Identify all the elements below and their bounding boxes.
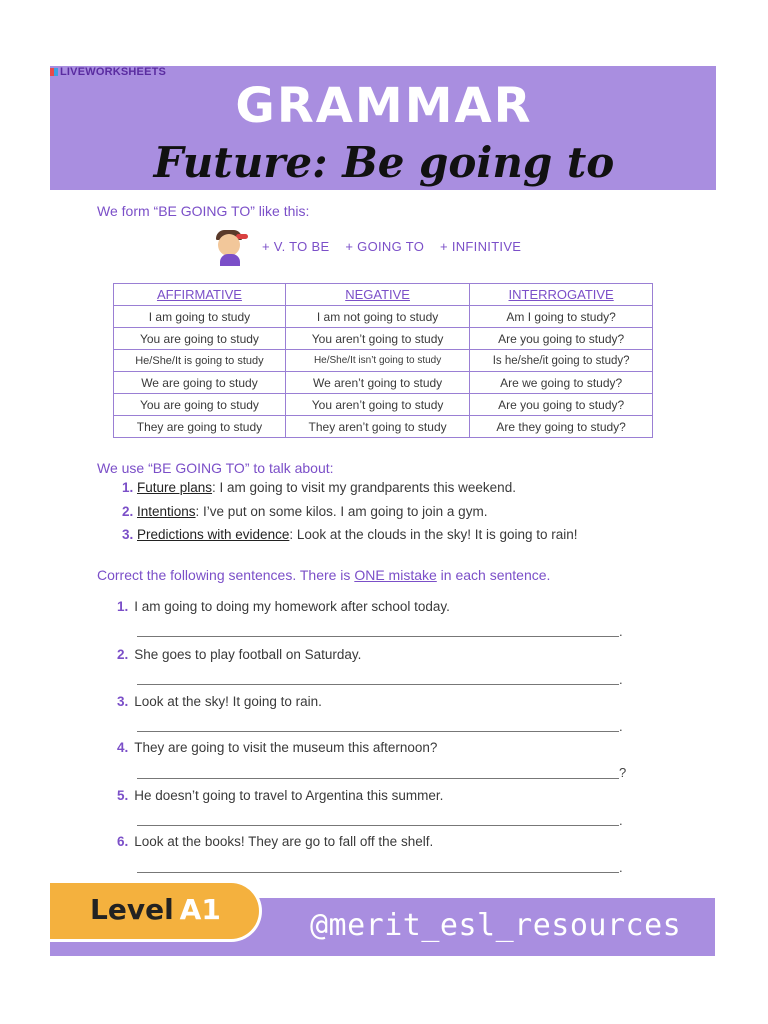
column-header: AFFIRMATIVE xyxy=(114,284,286,306)
answer-line[interactable] xyxy=(137,778,619,779)
column-header: INTERROGATIVE xyxy=(470,284,653,306)
formula-part: + GOING TO xyxy=(345,238,425,254)
answer-line[interactable] xyxy=(137,684,619,685)
exercise-title-text: in each sentence. xyxy=(436,567,551,583)
item-number: 2. xyxy=(117,647,129,662)
use-label: Future plans xyxy=(137,480,213,495)
table-cell: They aren’t going to study xyxy=(285,416,469,438)
formula xyxy=(212,224,527,268)
end-mark: . xyxy=(619,813,623,828)
formula-part: + V. TO BE xyxy=(262,238,330,254)
table-cell: Are we going to study? xyxy=(470,372,653,394)
item-text: He doesn’t going to travel to Argentina this summer. xyxy=(134,788,444,803)
table-cell: They are going to study xyxy=(114,416,286,438)
table-cell: You aren’t going to study xyxy=(285,328,469,350)
end-mark: ? xyxy=(619,765,627,780)
table-row xyxy=(114,416,653,438)
table-row xyxy=(114,328,653,350)
table-header-row xyxy=(114,284,653,306)
table-cell: He/She/It is going to study xyxy=(114,350,286,372)
item-text: They are going to visit the museum this afternoon? xyxy=(134,740,438,755)
page-subtitle: Future: Be going to xyxy=(153,138,615,187)
end-mark: . xyxy=(619,719,623,734)
table-row xyxy=(114,372,653,394)
item-text: She goes to play football on Saturday. xyxy=(134,647,362,662)
table-row xyxy=(114,306,653,328)
answer-line[interactable] xyxy=(137,636,619,637)
item-number: 5. xyxy=(117,788,129,803)
use-text: : I am going to visit my grandparents this weekend. xyxy=(212,480,516,495)
exercise-title-text: Correct the following sentences. There is xyxy=(97,567,355,583)
answer-line[interactable] xyxy=(137,731,619,732)
table-cell: I am not going to study xyxy=(285,306,469,328)
use-label: Intentions xyxy=(137,503,196,519)
level-text xyxy=(90,893,221,926)
exercise-item xyxy=(117,599,450,614)
table-row xyxy=(114,394,653,416)
item-number: 6. xyxy=(117,834,129,849)
level-value: A1 xyxy=(179,893,221,926)
table-row xyxy=(114,350,653,372)
intro-text: We form “BE GOING TO” like this: xyxy=(97,203,310,219)
table-cell: You are going to study xyxy=(114,394,286,416)
item-number: 4. xyxy=(117,740,129,755)
uses-title: We use “BE GOING TO” to talk about: xyxy=(97,460,334,476)
use-label: Predictions with evidence xyxy=(137,527,290,542)
brand-text: LIVEWORKSHEETS xyxy=(60,66,167,78)
formula-parts xyxy=(256,239,527,254)
exercise-item xyxy=(117,788,443,803)
answer-line[interactable] xyxy=(137,825,619,826)
column-header: NEGATIVE xyxy=(285,284,469,306)
table-cell: Am I going to study? xyxy=(470,306,653,328)
end-mark: . xyxy=(619,624,623,639)
use-text: : Look at the clouds in the sky! It is going to rain! xyxy=(289,527,578,542)
item-text: Look at the books! They are go to fall off the shelf. xyxy=(134,834,434,849)
answer-line[interactable] xyxy=(137,872,619,873)
table-cell: Is he/she/it going to study? xyxy=(470,350,653,372)
item-number: 3. xyxy=(117,694,129,709)
list-item xyxy=(137,476,697,500)
item-text: Look at the sky! It going to rain. xyxy=(134,694,322,709)
brand-logo[interactable] xyxy=(50,66,166,78)
logo-icon xyxy=(50,68,58,76)
exercise-item xyxy=(117,834,433,849)
table-cell: I am going to study xyxy=(114,306,286,328)
page-title: GRAMMAR xyxy=(235,78,533,134)
item-text: I am going to doing my homework after school today. xyxy=(134,599,450,614)
exercise-title xyxy=(97,567,550,583)
end-mark: . xyxy=(619,860,623,875)
formula-part: + INFINITIVE xyxy=(440,238,522,254)
level-label: Level xyxy=(90,893,174,926)
table-cell: Are you going to study? xyxy=(470,394,653,416)
item-number: 1. xyxy=(117,599,129,614)
table-cell: We aren’t going to study xyxy=(285,372,469,394)
avatar-icon xyxy=(212,226,248,266)
end-mark: . xyxy=(619,672,623,687)
table-cell: Are they going to study? xyxy=(470,416,653,438)
use-text: : I’ve put on some kilos. I am going to join a gym. xyxy=(195,503,488,519)
exercise-item xyxy=(117,740,437,755)
list-item xyxy=(137,523,697,547)
uses-list xyxy=(115,476,697,547)
exercise-item xyxy=(117,694,322,709)
table-cell: You aren’t going to study xyxy=(285,394,469,416)
exercise-item xyxy=(117,647,361,662)
social-handle: @merit_esl_resources xyxy=(310,908,682,943)
table-cell: Are you going to study? xyxy=(470,328,653,350)
table-cell: We are going to study xyxy=(114,372,286,394)
table-cell: He/She/It isn’t going to study xyxy=(285,350,469,372)
conjugation-table xyxy=(113,283,653,438)
table-cell: You are going to study xyxy=(114,328,286,350)
exercise-title-emphasis: ONE mistake xyxy=(354,567,437,583)
list-item xyxy=(137,500,697,524)
